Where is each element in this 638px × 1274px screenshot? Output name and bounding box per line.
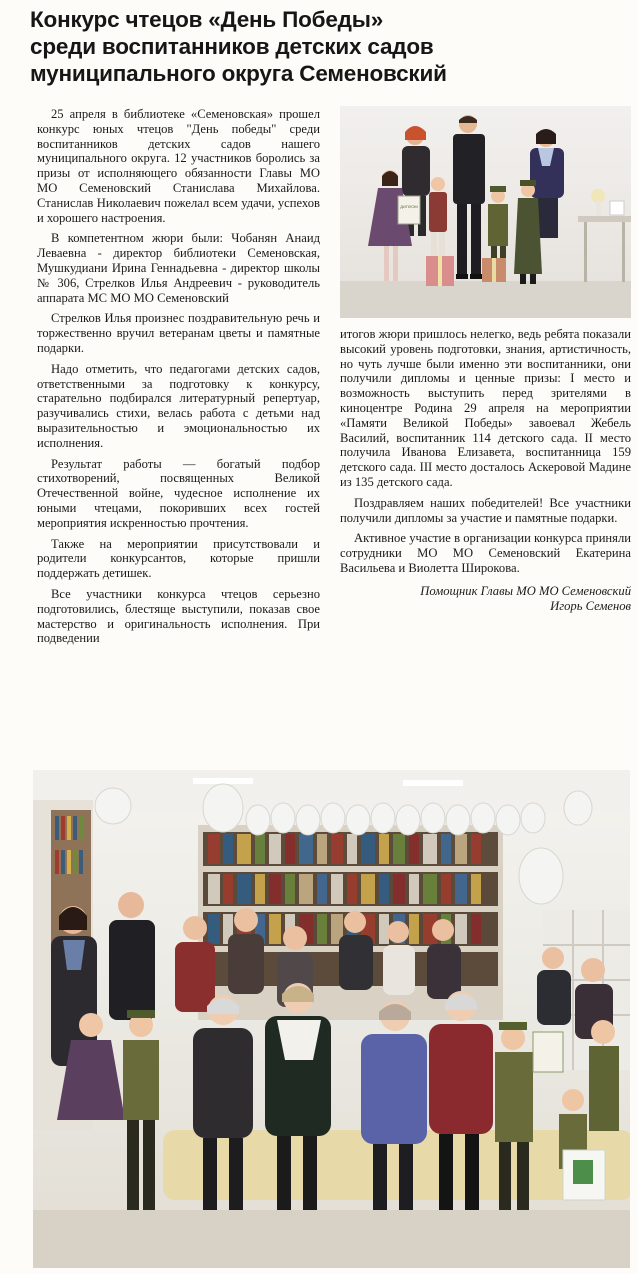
paragraph: итогов жюри пришлось нелегко, ведь ребята показали высокий уровень подготовки, знания, артистичность, но чуть лучше были именно эти воспитанники, они получили дипломы и ценные призы: I место и возможность выступить перед зрителями в киноцентре Родина 29 апреля на мероприятии «Памяти Великой Победы» завоевал Жебель Василий, воспитанник 114 детского сада. II место получила Иванова Елизавета, воспитанница 159 детского сада. III место досталось Аскеровой Мадине из 135 детского сада.: [340, 327, 631, 489]
paragraph: Также на мероприятии присутствовали и родители конкурсантов, которые пришли поддержать детишек.: [37, 536, 320, 581]
paragraph: Все участники конкурса чтецов серьезно подготовились, блестяще выступили, показав свое мастерство и оригинальность исполнения. При подведении: [37, 586, 320, 646]
article-column-left: [37, 107, 320, 652]
paragraph: 25 апреля в библиотеке «Семеновская» прошел конкурс юных чтецов "День победы" среди воспитанников детских садов нашего муниципального округа. 12 участников боролись за призы от исполняющего обязанности Главы МО МО Семеновский Станислава Михайлова. Станислав Николаевич пожелал всем удачи, успехов и хорошего настроения.: [37, 107, 320, 225]
paragraph: Результат работы — богатый подбор стихотворений, посвященных Великой Отечественной войне, чудесное исполнение их юными чтецами, покоривших всех гостей мероприятия искренностью прочтения.: [37, 456, 320, 530]
headline: [30, 6, 630, 87]
paragraph: Стрелков Илья произнес поздравительную речь и торжественно вручил ветеранам цветы и памятные подарки.: [37, 311, 320, 355]
paragraph: Надо отметить, что педагогами детских садов, ответственными за подготовку к конкурсу, старательно подбирался литературный репертуар, разучивались стихи, велась работа с детьми над выразительностью и эмоциональностью их исполнения.: [37, 361, 320, 450]
signature-line: Помощник Главы МО МО Семеновский: [420, 583, 631, 598]
headline-line: среди воспитанников детских садов: [30, 34, 434, 59]
headline-line: Конкурс чтецов «День Победы»: [30, 7, 384, 32]
article-column-right: [340, 327, 631, 619]
headline-line: муниципального округа Семеновский: [30, 61, 447, 86]
diploma-label: ДИПЛОМ: [400, 204, 418, 209]
photo-group-library: [33, 770, 630, 1268]
photo-award-ceremony: [340, 106, 631, 318]
paragraph: В компетентном жюри были: Чобанян Анаид Леваевна - директор библиотеки Семеновская, Мушкудиани Ирина Геннадьевна - директор школы № 306, Стрелков Илья Андреевич - руководитель аппарата МС МО МО Семеновский: [37, 231, 320, 305]
paragraph: Активное участие в организации конкурса приняли сотрудники МО МО Семеновский Екатерина Васильева и Виолетта Широкова.: [340, 531, 631, 575]
paragraph: Поздравляем наших победителей! Все участники получили дипломы за участие и памятные подарки.: [340, 495, 631, 525]
signature: [340, 584, 631, 614]
photo-group-library-graphic: [33, 770, 630, 1268]
signature-line: Игорь Семенов: [550, 598, 631, 613]
photo-award-ceremony-graphic: [340, 106, 631, 318]
